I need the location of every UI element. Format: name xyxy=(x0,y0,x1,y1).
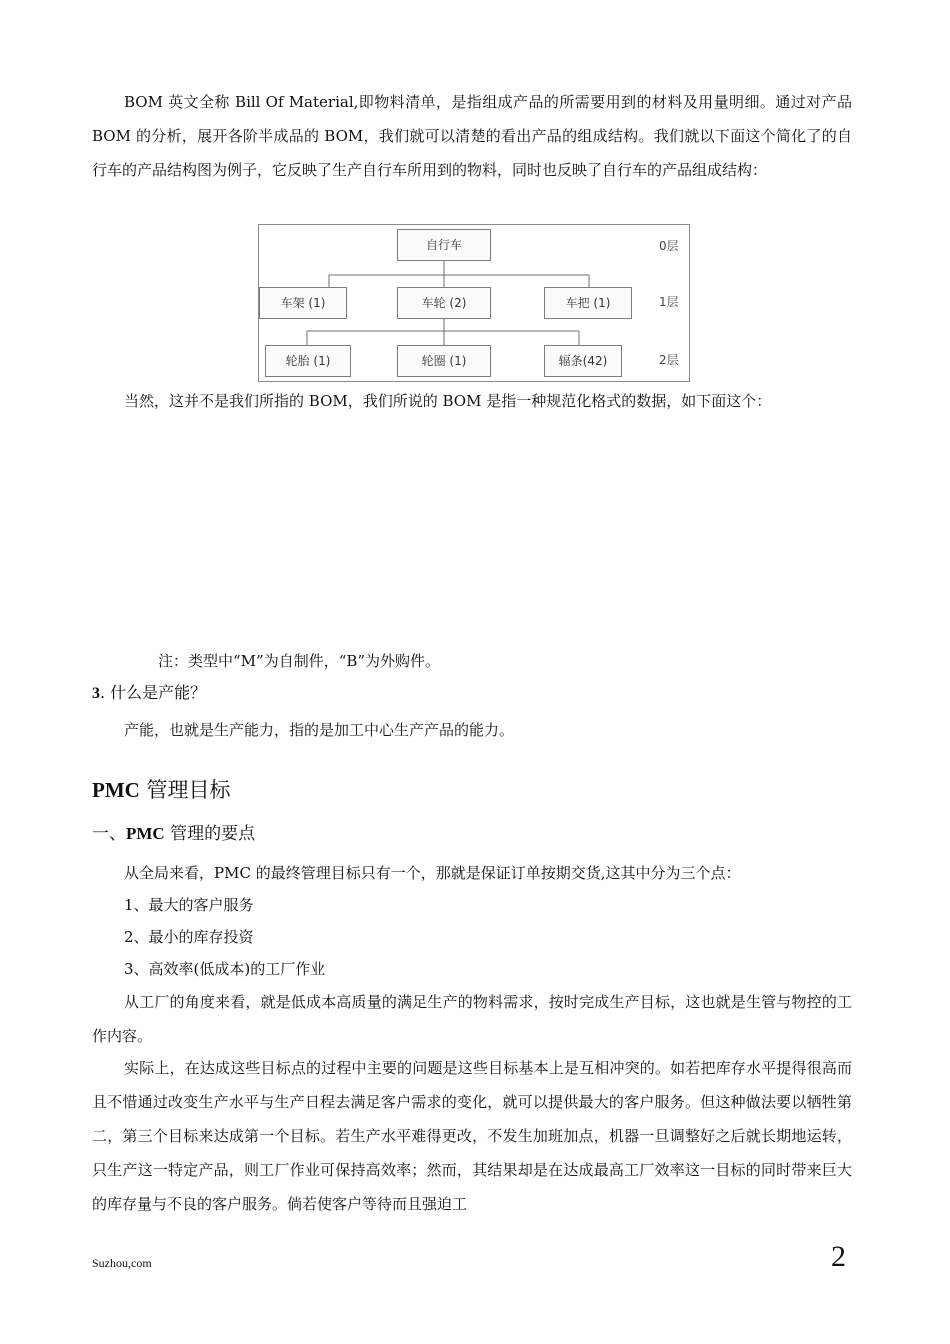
level-1-label: 1层 xyxy=(659,295,679,309)
level-2-label: 2层 xyxy=(659,353,679,367)
pmc-point-3: 3、高效率(低成本)的工厂作业 xyxy=(124,960,326,978)
pmc-subheading-prefix: 一、 xyxy=(92,824,126,844)
node-rim: 轮圈 (1) xyxy=(397,345,491,377)
section-3-number: 3 xyxy=(92,685,100,702)
after-diagram-text: 当然，这并不是我们所指的 BOM，我们所说的 BOM 是指一种规范化格式的数据，如下面这个： xyxy=(124,392,772,410)
pmc-heading-bold: PMC xyxy=(92,778,140,802)
bicycle-bom-diagram xyxy=(258,224,690,382)
page-number: 2 xyxy=(831,1240,846,1273)
pmc-point-2: 2、最小的库存投资 xyxy=(124,928,254,946)
intro-paragraph: BOM 英文全称 Bill Of Material,即物料清单，是指组成产品的所需要用到的材料及用量明细。通过对产品 BOM 的分析，展开各阶半成品的 BOM，我们就可以清楚的看出产品的组成结构。我们就以下面这个简化了的自行车的产品结构图为例子，它反映了生产自行车所用到的物料，同时也反映了自行车的产品组成结构： xyxy=(92,93,852,179)
section-3-heading xyxy=(92,681,206,706)
node-handlebar: 车把 (1) xyxy=(544,287,632,319)
type-note: 注：类型中“M”为自制件，“B”为外购件。 xyxy=(158,652,441,670)
node-frame: 车架 (1) xyxy=(259,287,347,319)
pmc-subheading xyxy=(92,822,255,846)
pmc-subheading-rest: 管理的要点 xyxy=(164,824,256,844)
pmc-heading xyxy=(92,776,231,804)
section-3-body: 产能，也就是生产能力，指的是加工中心生产产品的能力。 xyxy=(124,721,515,739)
pmc-intro: 从全局来看，PMC 的最终管理目标只有一个，那就是保证订单按期交货,这其中分为三个点： xyxy=(124,864,741,882)
level-0-label: 0层 xyxy=(659,239,679,253)
pmc-subheading-bold: PMC xyxy=(126,824,165,843)
footer-site: Suzhou,com xyxy=(92,1256,152,1270)
node-spoke: 辐条(42) xyxy=(544,345,622,377)
pmc-heading-rest: 管理目标 xyxy=(139,778,231,802)
pmc-point-1: 1、最大的客户服务 xyxy=(124,896,254,914)
node-wheel: 车轮 (2) xyxy=(397,287,491,319)
node-bicycle: 自行车 xyxy=(397,229,491,261)
node-tire: 轮胎 (1) xyxy=(265,345,351,377)
pmc-paragraph-2: 实际上，在达成这些目标点的过程中主要的问题是这些目标基本上是互相冲突的。如若把库存水平提得很高而且不惜通过改变生产水平与生产日程去满足客户需求的变化，就可以提供最大的客户服务。但这种做法要以牺牲第二，第三个目标来达成第一个目标。若生产水平难得更改，不发生加班加点，机器一旦调整好之后就长期地运转，只生产这一特定产品，则工厂作业可保持高效率；然而，其结果却是在达成最高工厂效率这一目标的同时带来巨大的库存量与不良的客户服务。倘若使客户等待而且强迫工 xyxy=(92,1059,852,1213)
pmc-paragraph-1: 从工厂的角度来看，就是低成本高质量的满足生产的物料需求，按时完成生产目标，这也就是生管与物控的工作内容。 xyxy=(92,993,852,1045)
section-3-title: . 什么是产能？ xyxy=(100,683,207,702)
